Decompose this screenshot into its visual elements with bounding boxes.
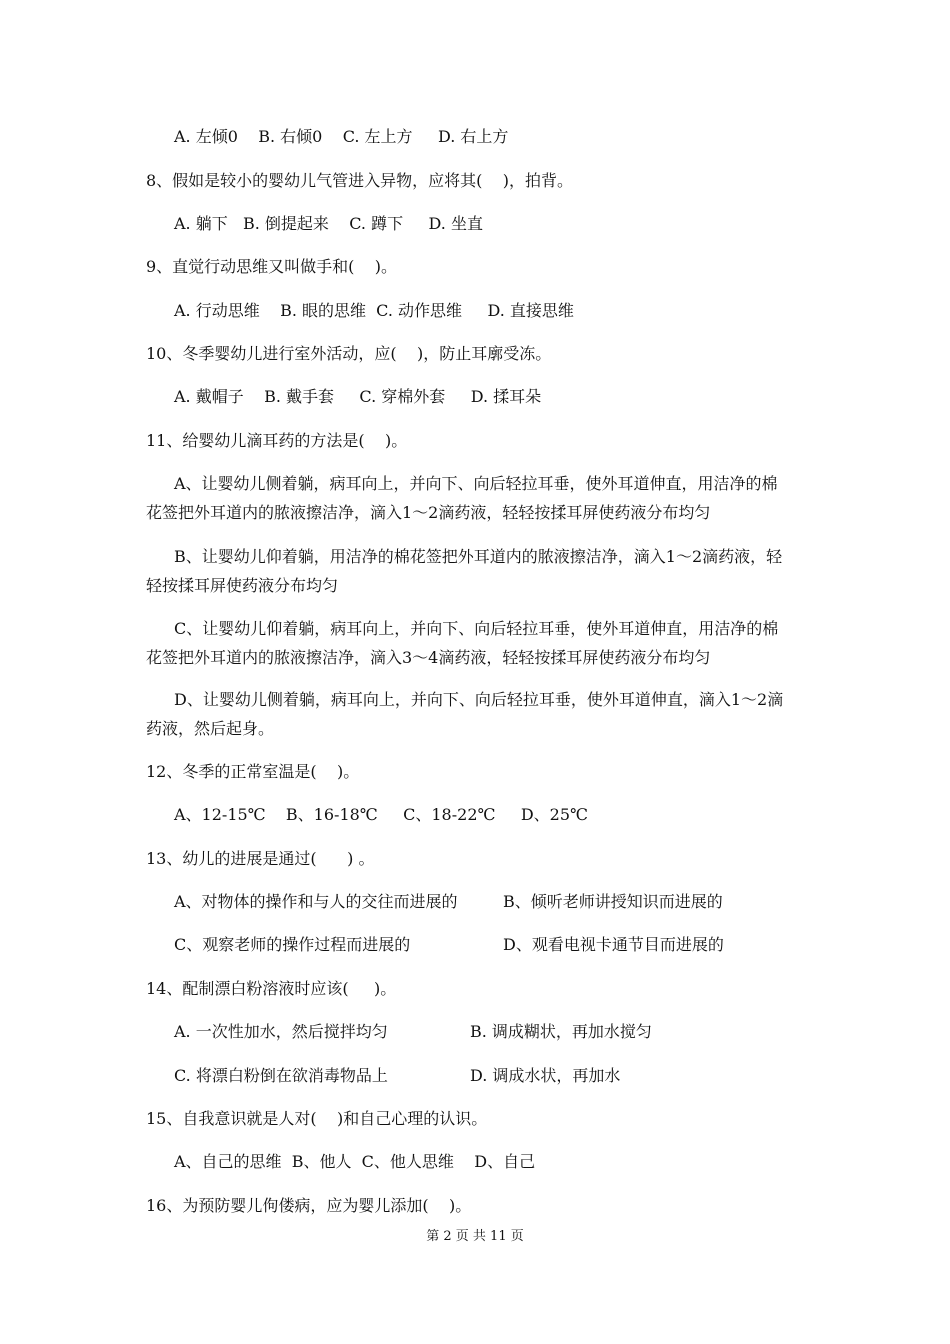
line: A、对物体的操作和与人的交往而进展的 — [174, 892, 458, 911]
question-15: 15、自我意识就是人对( )和自己心理的认识。 — [146, 1109, 488, 1128]
line: B、让婴幼儿仰着躺，用洁净的棉花签把外耳道内的脓液擦洁净，滴入1～2滴药液，轻 — [174, 547, 783, 566]
line: A、自己的思维 B、他人 C、他人思维 D、自己 — [174, 1152, 536, 1171]
line: D、让婴幼儿侧着躺，病耳向上，并向下、向后轻拉耳垂，使外耳道伸直，滴入1～2滴 — [174, 690, 784, 709]
line: C. 将漂白粉倒在欲消毒物品上 — [174, 1066, 388, 1085]
question-14: 14、配制漂白粉溶液时应该( )。 — [146, 979, 397, 998]
line: 花签把外耳道内的脓液擦洁净，滴入3～4滴药液，轻轻按揉耳屏使药液分布均匀 — [146, 648, 711, 667]
question-8: 8、假如是较小的婴幼儿气管进入异物，应将其( )，拍背。 — [146, 171, 574, 190]
question-9: 9、直觉行动思维又叫做手和( )。 — [146, 257, 398, 276]
question-10: 10、冬季婴幼儿进行室外活动，应( )，防止耳廓受冻。 — [146, 344, 552, 363]
line: A、12-15℃ B、16-18℃ C、18-22℃ D、25℃ — [174, 805, 588, 824]
line: A. 一次性加水，然后搅拌均匀 — [174, 1022, 388, 1041]
line: B. 调成糊状，再加水搅匀 — [470, 1022, 652, 1041]
line: A. 躺下 B. 倒提起来 C. 蹲下 D. 坐直 — [174, 214, 483, 233]
question-16: 16、为预防婴儿佝偻病，应为婴儿添加( )。 — [146, 1196, 472, 1215]
line: B、倾听老师讲授知识而进展的 — [503, 892, 723, 911]
line: D、观看电视卡通节目而进展的 — [503, 935, 724, 954]
page-footer: 第 2 页 共 11 页 — [426, 1229, 524, 1244]
line: A、让婴幼儿侧着躺，病耳向上，并向下、向后轻拉耳垂，使外耳道伸直，用洁净的棉 — [174, 474, 778, 493]
line: 药液，然后起身。 — [146, 719, 275, 738]
line: A. 左倾0 B. 右倾0 C. 左上方 D. 右上方 — [174, 127, 509, 146]
question-11: 11、给婴幼儿滴耳药的方法是( )。 — [146, 431, 408, 450]
line: A. 戴帽子 B. 戴手套 C. 穿棉外套 D. 揉耳朵 — [174, 387, 542, 406]
line: C、观察老师的操作过程而进展的 — [174, 935, 411, 954]
line: 轻按揉耳屏使药液分布均匀 — [146, 576, 339, 595]
line: C、让婴幼儿仰着躺，病耳向上，并向下、向后轻拉耳垂，使外耳道伸直，用洁净的棉 — [174, 619, 779, 638]
line: A. 行动思维 B. 眼的思维 C. 动作思维 D. 直接思维 — [174, 301, 574, 320]
question-13: 13、幼儿的进展是通过( ) 。 — [146, 849, 375, 868]
line: D. 调成水状，再加水 — [470, 1066, 621, 1085]
line: 花签把外耳道内的脓液擦洁净，滴入1～2滴药液，轻轻按揉耳屏使药液分布均匀 — [146, 503, 711, 522]
question-12: 12、冬季的正常室温是( )。 — [146, 762, 360, 781]
